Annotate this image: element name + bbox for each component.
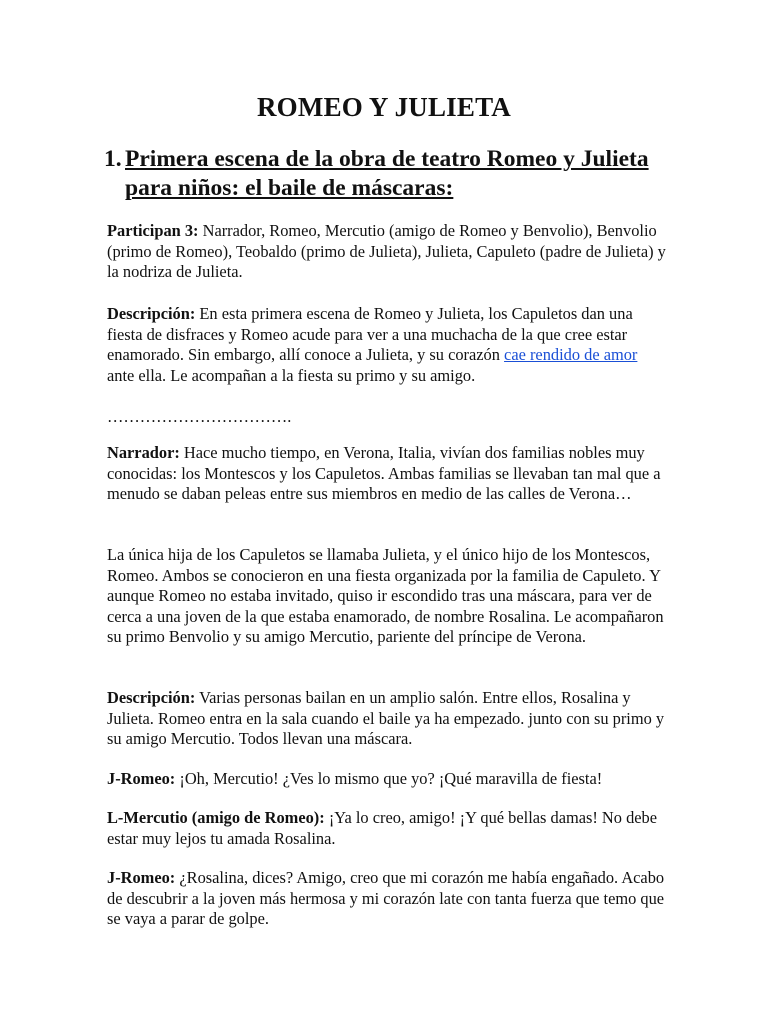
dialogue-romeo-1 bbox=[107, 769, 667, 790]
separator-dots: ……………………………. bbox=[107, 407, 292, 426]
dialogue-mercutio bbox=[107, 808, 667, 849]
description-text-end: ante ella. Le acompañan a la fiesta su primo y su amigo. bbox=[107, 365, 476, 385]
narrator-text: Hace mucho tiempo, en Verona, Italia, vivían dos familias nobles muy conocidas: los Montescos y los Capuletos. Ambas familias se llevaban tan mal que a menudo se daban peleas entre sus miembros en medio de las calles de Verona… bbox=[107, 443, 661, 504]
dialogue-text: ¡Oh, Mercutio! ¿Ves lo mismo que yo? ¡Qué maravilla de fiesta! bbox=[175, 769, 603, 788]
dialogue-text: ¡Ya lo creo, amigo! ¡Y qué bellas damas! No debe estar muy lejos tu amada Rosalina. bbox=[107, 808, 658, 848]
description-text: En esta primera escena de Romeo y Julieta, los Capuletos dan una fiesta de disfraces y Romeo acude para ver a una muchacha de la que cree estar enamorado. Sin embargo, allí conoce a Julieta, y su corazón bbox=[107, 304, 633, 365]
narrator-label: Narrador: bbox=[107, 443, 180, 462]
description-paragraph bbox=[107, 304, 667, 386]
section-heading-text: Primera escena de la obra de teatro Romeo y Julieta para niños: el baile de máscaras: bbox=[125, 146, 649, 201]
section-heading bbox=[104, 145, 664, 203]
participants-label: Participan 3: bbox=[107, 221, 199, 240]
participants-paragraph bbox=[107, 221, 667, 283]
section-number: 1. bbox=[104, 146, 122, 172]
narrator-paragraph bbox=[107, 443, 667, 505]
speaker-label: J-Romeo: bbox=[107, 769, 176, 788]
dialogue-text: ¿Rosalina, dices? Amigo, creo que mi corazón me había engañado. Acabo de descubrir a la joven más hermosa y mi corazón late con tanta fuerza que temo que se vaya a parar de golpe. bbox=[107, 868, 665, 929]
story-paragraph: La única hija de los Capuletos se llamaba Julieta, y el único hijo de los Montescos, Romeo. Ambos se conocieron en una fiesta organizada por la familia de Capuleto. Y aunque Romeo no estaba invitado, quiso ir escondido tras una máscara, para ver de cerca a una joven de la que estaba enamorado, de nombre Rosalina. Le acompañaron su primo Benvolio y su amigo Mercutio, pariente del príncipe de Verona. bbox=[107, 545, 664, 647]
description-label: Descripción: bbox=[107, 304, 196, 323]
scene-description-label: Descripción: bbox=[107, 688, 196, 707]
love-link[interactable]: cae rendido de amor bbox=[504, 345, 638, 365]
participants-text: Narrador, Romeo, Mercutio (amigo de Romeo y Benvolio), Benvolio (primo de Romeo), Teobaldo (primo de Julieta), Julieta, Capuleto (padre de Julieta) y la nodriza de Julieta. bbox=[107, 221, 666, 282]
document-title: ROMEO Y JULIETA bbox=[256, 92, 511, 122]
dialogue-romeo-2 bbox=[107, 868, 667, 930]
speaker-label: J-Romeo: bbox=[107, 868, 176, 887]
scene-description-paragraph bbox=[107, 688, 667, 750]
scene-description-text: Varias personas bailan en un amplio salón. Entre ellos, Rosalina y Julieta. Romeo entra en la sala cuando el baile ya ha empezado. junto con su primo y su amigo Mercutio. Todos llevan una máscara. bbox=[107, 688, 665, 749]
speaker-label: L-Mercutio (amigo de Romeo): bbox=[107, 808, 325, 827]
